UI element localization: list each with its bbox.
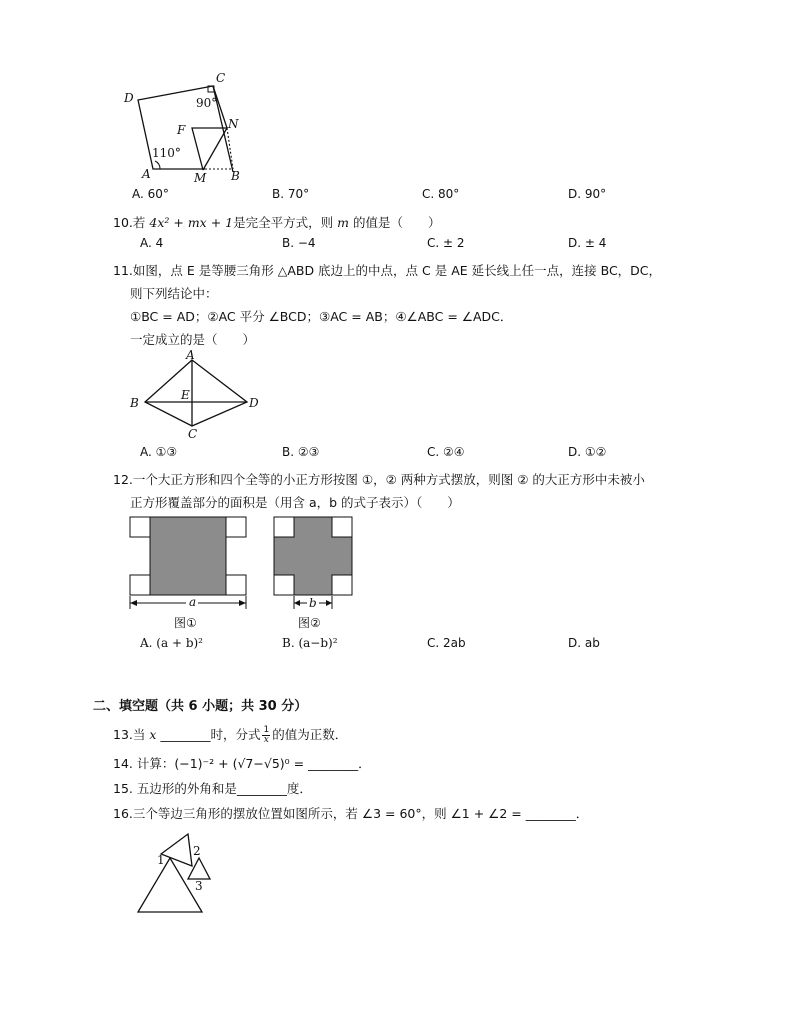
q13-number: 13. xyxy=(113,727,133,742)
q9-label-n: N xyxy=(228,117,239,131)
q16-figure xyxy=(130,824,230,919)
q11-label-a: A xyxy=(186,348,195,362)
q10-option-b[interactable]: B. −4 xyxy=(282,236,316,250)
q11-stem-line1: 11.如图，点 E 是等腰三角形 △ABD 底边上的中点，点 C 是 AE 延长线上任一点，连接 BC，DC， xyxy=(113,263,662,278)
q11-option-d[interactable]: D. ①② xyxy=(568,445,607,459)
q11-prompt: 一定成立的是（ ） xyxy=(130,332,256,347)
q9-option-a[interactable]: A. 60° xyxy=(132,187,169,201)
q10-option-c[interactable]: C. ± 2 xyxy=(427,236,465,250)
q16-top-triangle xyxy=(161,834,192,866)
q9-option-d[interactable]: D. 90° xyxy=(568,187,607,201)
q11-kite xyxy=(145,360,247,426)
section2-heading: 二、填空题（共 6 小题；共 30 分） xyxy=(93,699,308,714)
q9-option-b[interactable]: B. 70° xyxy=(272,187,310,201)
q9-label-110: 110° xyxy=(152,146,181,160)
q12-stem-line1: 12.一个大正方形和四个全等的小正方形按图 ①，② 两种方式摆放，则图 ② 的大正方形中未被小 xyxy=(113,472,645,487)
q12-option-c[interactable]: C. 2ab xyxy=(427,636,466,650)
q11-stem-line2: 则下列结论中： xyxy=(130,286,218,301)
q12-number: 12. xyxy=(113,472,133,487)
q16-stem: 16.三个等边三角形的摆放位置如图所示，若 ∠3 = 60°，则 ∠1 + ∠2 = ________． xyxy=(113,806,589,821)
q12-fig2-small-square-br xyxy=(332,575,352,595)
q13-stem: 13.当 x ________时，分式 $\frac{1}{x}$ 的值为正数． xyxy=(113,725,348,745)
q12-figure-1 xyxy=(128,514,248,614)
q9-label-m: M xyxy=(194,171,207,185)
q12-fig1-small-square-tl xyxy=(130,517,150,537)
q12-fig1-small-square-tr xyxy=(226,517,246,537)
q14-stem: 14. 计算：(−1)⁻² + (√7−√5)⁰ = ________． xyxy=(113,756,371,771)
q9-angle-arc xyxy=(155,161,160,169)
q15-blank[interactable]: ________ xyxy=(236,781,287,796)
q9-label-a: A xyxy=(142,167,151,181)
q11-option-b[interactable]: B. ②③ xyxy=(282,445,320,459)
q12-fig1-big-square xyxy=(150,517,226,595)
q11-option-a[interactable]: A. ①③ xyxy=(140,445,178,459)
q11-label-e: E xyxy=(181,388,190,402)
q12-fig2-small-square-tl xyxy=(274,517,294,537)
q12-option-d[interactable]: D. ab xyxy=(568,636,600,650)
q12-fig2-small-square-bl xyxy=(274,575,294,595)
q13-blank[interactable]: ________ xyxy=(160,727,211,742)
q15-stem: 15. 五边形的外角和是________度． xyxy=(113,781,312,796)
q16-label-2: 2 xyxy=(193,844,201,858)
q12-label-a: a xyxy=(189,595,197,609)
q12-label-b: b xyxy=(309,596,317,610)
q11-label-d: D xyxy=(249,396,259,410)
q10-expression: 4x² + mx + 1 xyxy=(149,215,234,230)
q10-option-a[interactable]: A. 4 xyxy=(140,236,164,250)
q16-blank[interactable]: ________． xyxy=(525,806,589,821)
q12-option-a[interactable]: A. (a + b)² xyxy=(140,636,203,650)
q10-option-d[interactable]: D. ± 4 xyxy=(568,236,607,250)
q16-label-1: 1 xyxy=(157,853,165,867)
q11-figure xyxy=(125,348,265,442)
q11-conclusions: ①BC = AD；②AC 平分 ∠BCD；③AC = AB；④∠ABC = ∠ADC． xyxy=(130,309,513,324)
q9-figure xyxy=(120,70,250,185)
q12-fig1-small-square-br xyxy=(226,575,246,595)
q9-label-b: B xyxy=(231,169,240,183)
q16-number: 16. xyxy=(113,806,133,821)
q10-number: 10. xyxy=(113,215,133,230)
q9-option-c[interactable]: C. 80° xyxy=(422,187,460,201)
q10-stem: 10.若 4x² + mx + 1是完全平方式，则 m 的值是（ ） xyxy=(113,215,441,230)
q13-fraction: $\frac{1}{x}$ xyxy=(263,725,270,745)
q9-label-c: C xyxy=(216,71,226,85)
q15-number: 15. xyxy=(113,781,133,796)
q16-label-3: 3 xyxy=(195,879,203,893)
q9-label-f: F xyxy=(177,123,186,137)
q14-blank[interactable]: ________． xyxy=(308,756,371,771)
q12-fig2-small-square-tr xyxy=(332,517,352,537)
q12-fig1-caption: 图① xyxy=(174,616,197,630)
q9-folded-triangle xyxy=(192,128,227,170)
q12-figure-2 xyxy=(272,514,356,614)
q12-fig1-small-square-bl xyxy=(130,575,150,595)
q14-number: 14. xyxy=(113,756,133,771)
q11-number: 11. xyxy=(113,263,133,278)
q11-label-b: B xyxy=(130,396,139,410)
q9-label-90: 90° xyxy=(196,96,218,110)
q12-option-b[interactable]: B. (a−b)² xyxy=(282,636,338,650)
q9-label-d: D xyxy=(124,91,134,105)
q11-option-c[interactable]: C. ②④ xyxy=(427,445,465,459)
q12-fig2-caption: 图② xyxy=(298,616,321,630)
q11-label-c: C xyxy=(188,427,198,441)
q12-stem-line2: 正方形覆盖部分的面积是（用含 a，b 的式子表示）（ ） xyxy=(130,495,460,510)
